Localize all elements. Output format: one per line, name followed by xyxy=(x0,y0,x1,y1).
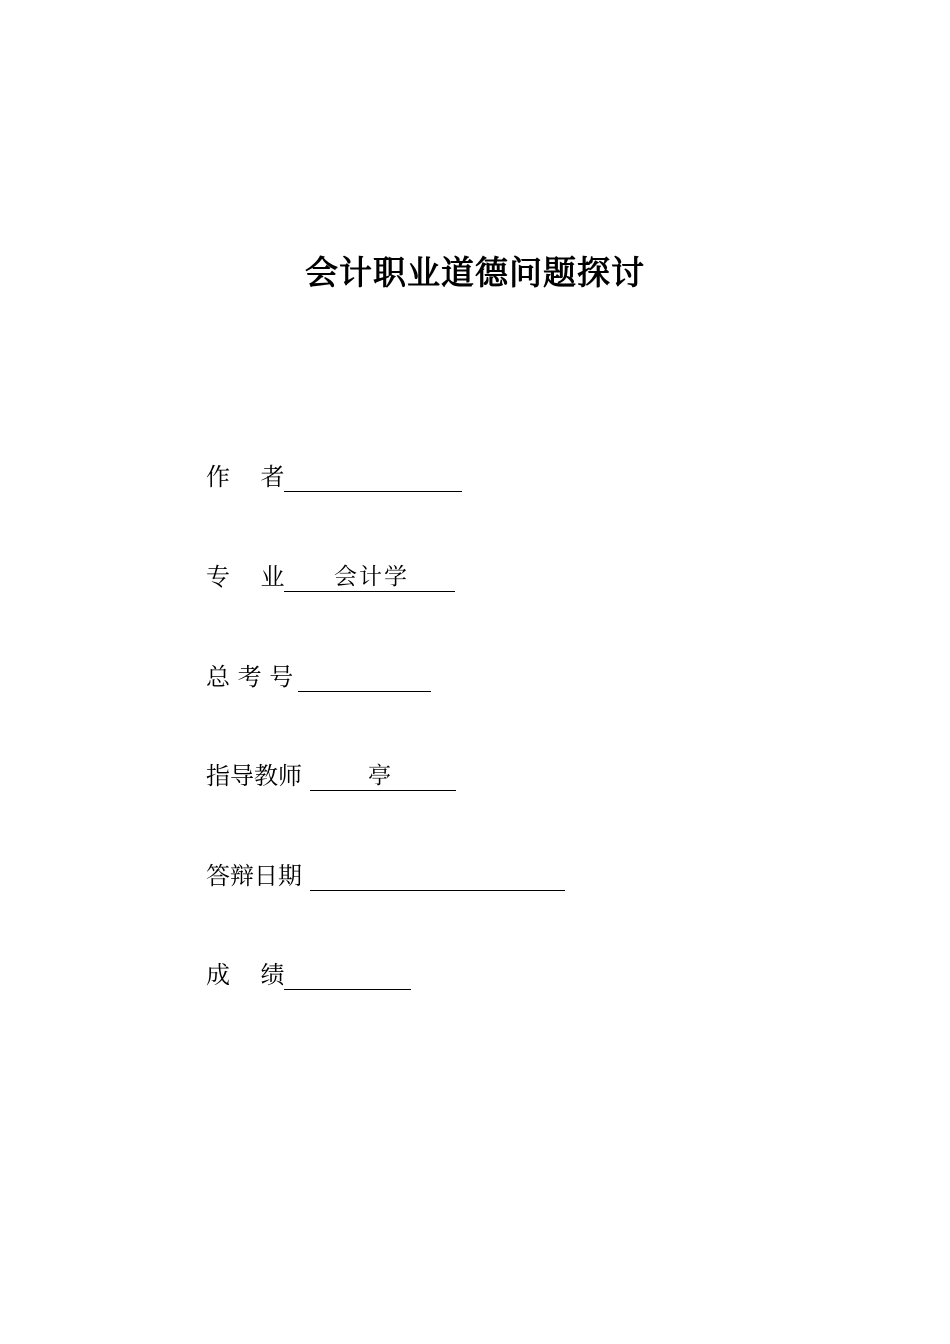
field-grade xyxy=(206,950,411,990)
field-defense-date-blank xyxy=(310,863,565,891)
field-author xyxy=(206,452,462,492)
field-advisor-label: 指导教师 xyxy=(206,762,302,790)
field-author-blank xyxy=(284,464,462,492)
field-author-label: 作 者 xyxy=(206,463,285,491)
field-grade-label: 成 绩 xyxy=(206,961,285,989)
field-defense-date-label: 答辩日期 xyxy=(206,862,302,890)
field-exam-number-blank xyxy=(298,664,431,692)
field-major-blank xyxy=(284,564,455,592)
field-advisor-blank xyxy=(310,763,456,791)
field-major xyxy=(206,552,455,592)
field-advisor xyxy=(206,751,456,791)
field-advisor-value: 亭 xyxy=(368,763,393,789)
field-exam-number-label: 总 考 号 xyxy=(206,663,294,691)
document-title: 会计职业道德问题探讨 xyxy=(305,253,645,292)
field-major-value: 会计学 xyxy=(334,564,409,590)
field-defense-date xyxy=(206,851,565,891)
field-grade-blank xyxy=(284,962,411,990)
field-exam-number xyxy=(206,652,431,692)
field-major-label: 专 业 xyxy=(206,563,285,591)
